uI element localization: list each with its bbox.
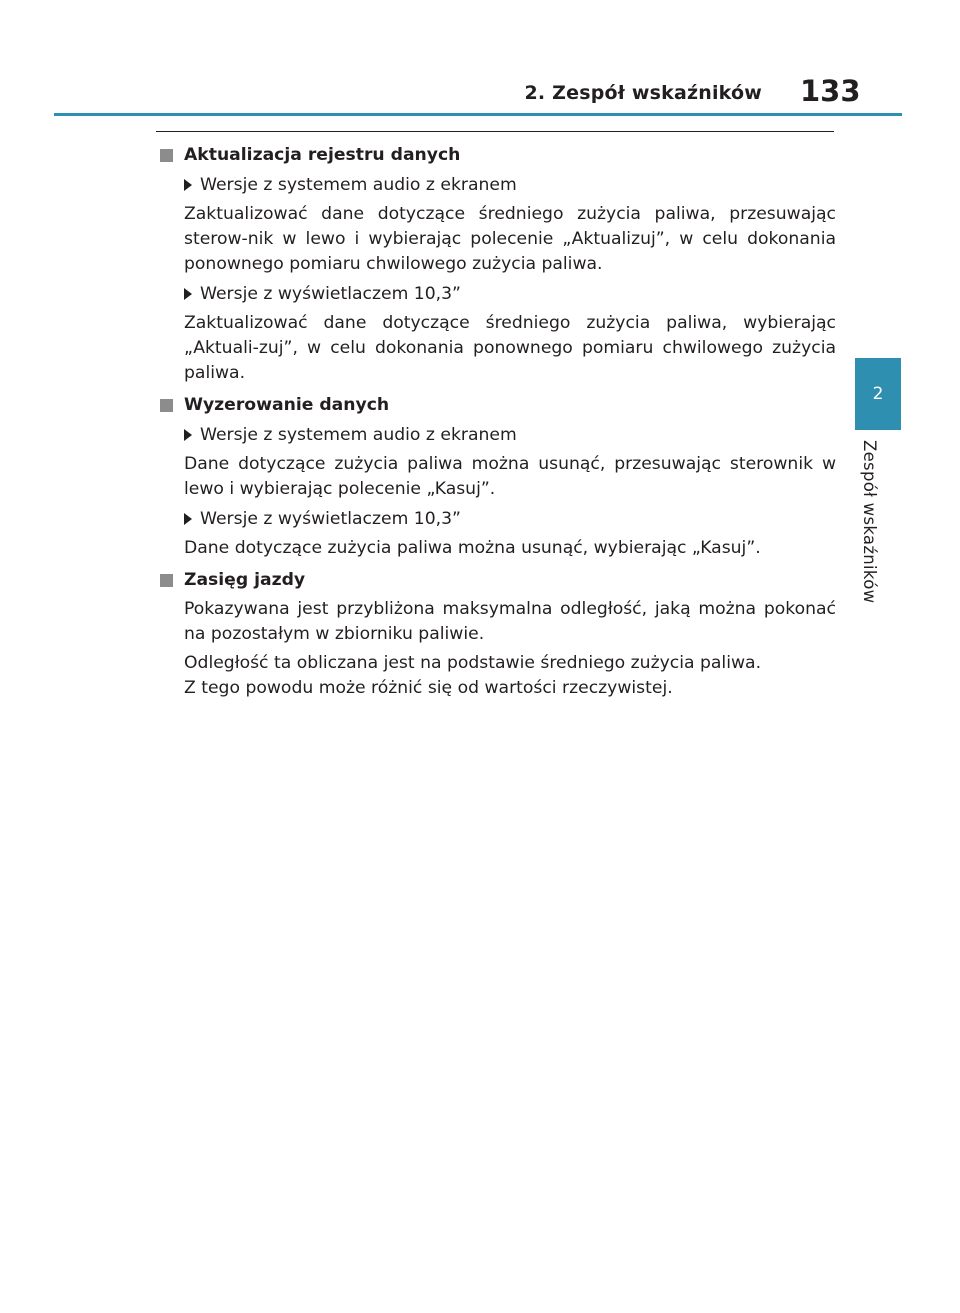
section-heading-aktualizacja	[160, 142, 836, 168]
triangle-bullet-icon	[184, 179, 192, 191]
section-heading-text: Wyzerowanie danych	[184, 394, 390, 415]
square-bullet-icon	[160, 399, 173, 412]
square-bullet-icon	[160, 149, 173, 162]
sub-heading-text: Wersje z wyświetlaczem 10,3”	[200, 283, 461, 304]
paragraph	[184, 651, 836, 701]
page-number: 133	[800, 74, 861, 108]
section-heading-text: Zasięg jazdy	[184, 569, 306, 590]
triangle-bullet-icon	[184, 288, 192, 300]
sub-heading	[184, 172, 836, 198]
paragraph: Dane dotyczące zużycia paliwa można usunąć, przesuwając sterownik w lewo i wybierając polecenie „Kasuj”.	[184, 454, 836, 499]
paragraph-line: Z tego powodu może różnić się od wartości rzeczywistej.	[184, 678, 673, 698]
sub-heading	[184, 281, 836, 307]
paragraph: Zaktualizować dane dotyczące średniego zużycia paliwa, wybierając „Aktuali-zuj”, w celu dokonania ponownego pomiaru chwilowego zużycia paliwa.	[184, 313, 836, 383]
section-heading-zasieg	[160, 567, 836, 593]
paragraph: Pokazywana jest przybliżona maksymalna odległość, jaką można pokonać na pozostałym w zbiorniku paliwie.	[184, 599, 836, 644]
content-top-rule	[156, 131, 834, 132]
sub-heading	[184, 422, 836, 448]
header-rule	[54, 113, 902, 116]
sub-heading-text: Wersje z systemem audio z ekranem	[200, 174, 517, 195]
paragraph: Dane dotyczące zużycia paliwa można usunąć, wybierając „Kasuj”.	[184, 538, 761, 558]
triangle-bullet-icon	[184, 513, 192, 525]
section-heading-text: Aktualizacja rejestru danych	[184, 144, 461, 165]
paragraph: Zaktualizować dane dotyczące średniego zużycia paliwa, przesuwając sterow-nik w lewo i wybierając polecenie „Aktualizuj”, w celu dokonania ponownego pomiaru chwilowego zużycia paliwa.	[184, 204, 836, 274]
chapter-tab-number: 2	[872, 384, 884, 404]
running-header-title: 2. Zespół wskaźników	[524, 82, 762, 104]
triangle-bullet-icon	[184, 429, 192, 441]
chapter-tab	[855, 358, 901, 430]
chapter-tab-label: Zespół wskaźników	[860, 440, 879, 604]
sub-heading-text: Wersje z wyświetlaczem 10,3”	[200, 508, 461, 529]
sub-heading	[184, 506, 836, 532]
square-bullet-icon	[160, 574, 173, 587]
paragraph-line: Odległość ta obliczana jest na podstawie średniego zużycia paliwa.	[184, 653, 762, 673]
sub-heading-text: Wersje z systemem audio z ekranem	[200, 424, 517, 445]
section-heading-wyzerowanie	[160, 392, 836, 418]
page-content	[160, 140, 836, 701]
